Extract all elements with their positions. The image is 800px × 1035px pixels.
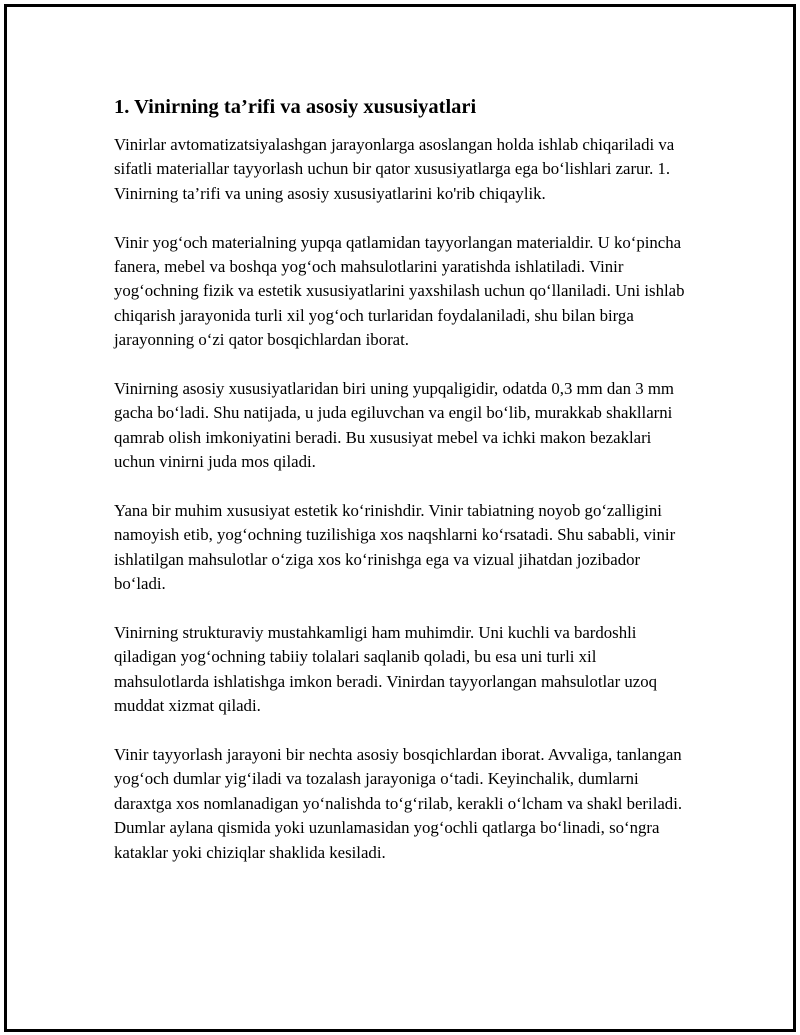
section-heading: 1. Vinirning ta’rifi va asosiy xususiyatlari <box>114 96 477 118</box>
paragraph-4: Yana bir muhim xususiyat estetik ko‘rinishdir. Vinir tabiatning noyob go‘zalligini namoyish etib, yog‘ochning tuzilishiga xos naqshlarni ko‘rsatadi. Shu sababli, vinir ishlatilgan mahsulotlar o‘ziga xos ko‘rinishga ega va vizual jihatdan jozibador bo‘ladi. <box>114 501 676 594</box>
paragraph-3: Vinirning asosiy xususiyatlaridan biri uning yupqaligidir, odatda 0,3 mm dan 3 mm gacha bo‘ladi. Shu natijada, u juda egiluvchan va engil bo‘lib, murakkab shakllarni qamrab olish imkoniyatini beradi. Bu xususiyat mebel va ichki makon bezaklari uchun vinirni juda mos qiladi. <box>114 379 674 472</box>
paragraph-5: Vinirning strukturaviy mustahkamligi ham muhimdir. Uni kuchli va bardoshli qiladigan yog‘ochning tabiiy tolalari saqlanib qoladi, bu esa uni turli xil mahsulotlarda ishlatishga imkon beradi. Vinirdan tayyorlangan mahsulotlar uzoq muddat xizmat qiladi. <box>114 623 658 716</box>
paragraph-2: Vinir yog‘och materialning yupqa qatlamidan tayyorlangan materialdir. U ko‘pincha fanera, mebel va boshqa yog‘och mahsulotlarini yaratishda ishlatiladi. Vinir yog‘ochning fizik va estetik xususiyatlarini yaxshilash uchun qo‘llaniladi. Uni ishlab chiqarish jarayonida turli xil yog‘och turlaridan foydalaniladi, shu bilan birga jarayonning o‘zi qator bosqichlardan iborat. <box>114 232 685 350</box>
paragraph-6: Vinir tayyorlash jarayoni bir nechta asosiy bosqichlardan iborat. Avvaliga, tanlangan yog‘och dumlar yig‘iladi va tozalash jarayoniga o‘tadi. Keyinchalik, dumlarni daraxtga xos nomlanadigan yo‘nalishda to‘g‘rilab, kerakli o‘lcham va shakl beriladi. Dumlar aylana qismida yoki uzunlamasidan yog‘ochli qatlarga bo‘linadi, so‘ngra kataklar yoki chiziqlar shaklida kesiladi. <box>114 745 683 862</box>
paragraph-1: Vinirlar avtomatizatsiyalashgan jarayonlarga asoslangan holda ishlab chiqariladi va sifatli materiallar tayyorlash uchun bir qator xususiyatlarga ega bo‘lishlari zarur. 1. Vinirning ta’rifi va uning asosiy xususiyatlarini ko'rib chiqaylik. <box>114 135 675 203</box>
document-body <box>114 94 694 890</box>
